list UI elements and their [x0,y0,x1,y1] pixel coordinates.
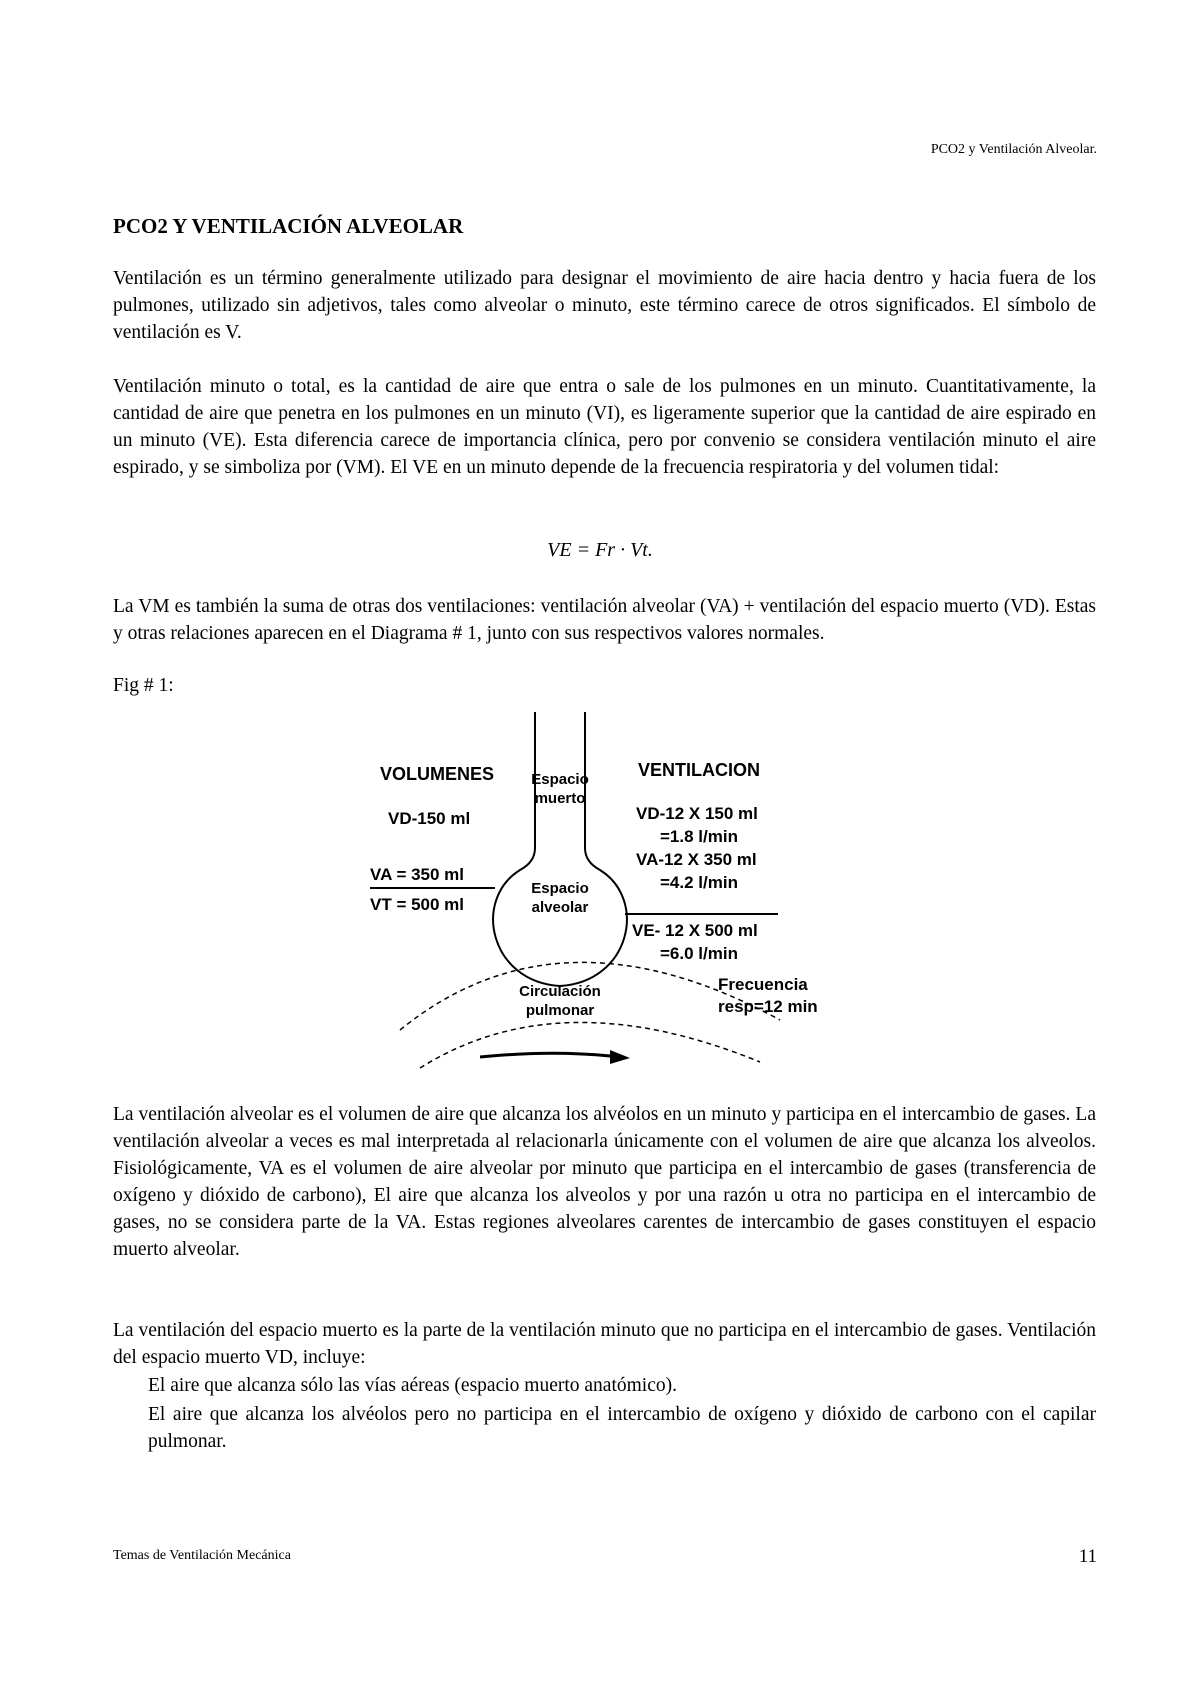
list-item: El aire que alcanza los alvéolos pero no participa en el intercambio de oxígeno y dióxido de carbono con el capilar pulmonar. [148,1404,1096,1452]
frequency-value: resp=12 min [718,997,818,1016]
paragraph-dead-space-ventilation: La ventilación del espacio muerto es la parte de la ventilación minuto que no participa en el intercambio de gases. Ventilación del espacio muerto VD, incluye: [113,1320,1096,1368]
circulation-label-1: Circulación [519,983,601,1000]
alveolar-space-label-2: alveolar [531,899,589,916]
vt-volume-label: VT = 500 ml [370,895,465,914]
flow-arrow-head [610,1050,630,1064]
volumes-heading: VOLUMENES [380,764,495,784]
vd-volume-label: VD-150 ml [388,809,471,828]
page-title: PCO2 Y VENTILACIÓN ALVEOLAR [113,214,464,238]
figure-label: Fig # 1: [113,675,174,696]
va-volume-label: VA = 350 ml [370,865,465,884]
frequency-label: Frecuencia [718,975,808,994]
footer-book-title: Temas de Ventilación Mecánica [113,1548,291,1563]
ventilation-diagram-svg [360,700,850,1070]
alveolar-space-label-1: Espacio [531,880,589,897]
va-ventilation-label: VA-12 X 350 ml [636,850,757,869]
ventilation-diagram [360,700,850,1070]
paragraph-alveolar-ventilation: La ventilación alveolar es el volumen de aire que alcanza los alvéolos en un minuto y participa en el intercambio de gases. La ventilación alveolar a veces es mal interpretada al relacionarla únicamente con el volumen de aire que alcanza los alveolos. Fisiológicamente, VA es el volumen de aire alveolar por minuto que participa en el intercambio de gases (transferencia de oxígeno y dióxido de carbono), El aire que alcanza los alveolos y por una razón u otra no participa en el intercambio de gases, no se considera parte de la VA. Estas regiones alveolares carentes de intercambio de gases constituyen el espacio muerto alveolar. [113,1104,1096,1260]
running-header: PCO2 y Ventilación Alveolar. [930,142,1097,157]
airway-outline [493,712,627,986]
flow-arrow-line [480,1053,610,1057]
page-number: 11 [1078,1546,1097,1567]
formula-ve: VE = Fr · Vt. [547,539,653,561]
paragraph-minute-ventilation: Ventilación minuto o total, es la cantidad de aire que entra o sale de los pulmones en un minuto. Cuantitativamente, la cantidad de aire que penetra en los pulmones en un minuto (VI), es ligeramente superior que la cantidad de aire espirado en un minuto (VE). Esta diferencia carece de importancia clínica, pero por convenio se considera ventilación minuto el aire espirado, y se simboliza por (VM). El VE en un minuto depende de la frecuencia respiratoria y del volumen tidal: [113,376,1096,478]
vd-ventilation-result: =1.8 l/min [660,827,738,846]
ventilation-heading: VENTILACION [638,760,761,780]
paragraph-vm-sum: La VM es también la suma de otras dos ventilaciones: ventilación alveolar (VA) + ventilación del espacio muerto (VD). Estas y otras relaciones aparecen en el Diagrama # 1, junto con sus respectivos valores normales. [113,596,1096,644]
va-ventilation-result: =4.2 l/min [660,873,738,892]
dead-space-list [113,1372,1096,1457]
paragraph-ventilation-definition: Ventilación es un término generalmente utilizado para designar el movimiento de aire hacia dentro y hacia fuera de los pulmones, utilizado sin adjetivos, tales como alveolar o minuto, este término carece de otros significados. El símbolo de ventilación es V. [113,268,1096,343]
ve-ventilation-label: VE- 12 X 500 ml [632,921,758,940]
vd-ventilation-label: VD-12 X 150 ml [636,804,758,823]
circulation-label-2: pulmonar [525,1002,595,1019]
ve-ventilation-result: =6.0 l/min [660,944,738,963]
list-item: El aire que alcanza sólo las vías aéreas (espacio muerto anatómico). [148,1375,677,1396]
dead-space-label-1: Espacio [531,771,589,788]
circulation-arc-inner [420,1022,760,1068]
dead-space-label-2: muerto [534,790,586,807]
